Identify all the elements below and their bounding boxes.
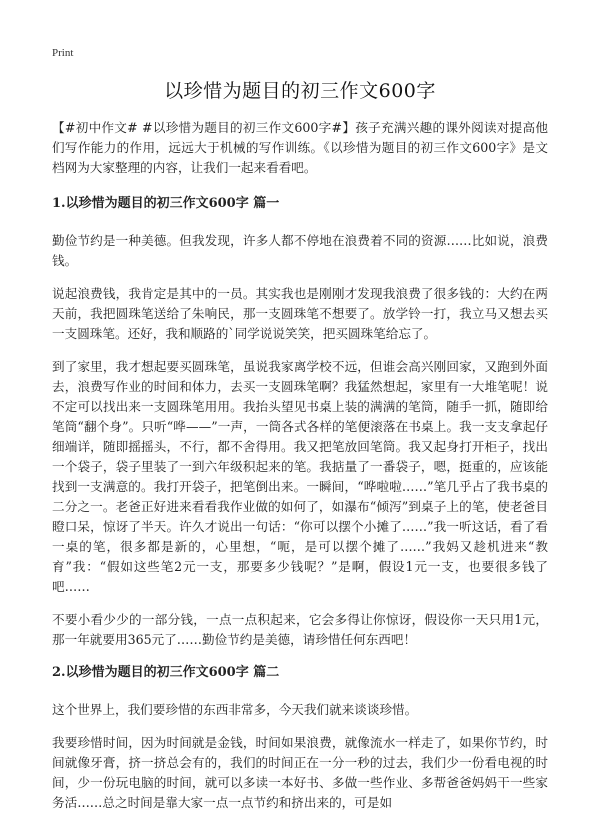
section1-paragraph-3: 到了家里，我才想起要买圆珠笔，虽说我家离学校不远，但谁会高兴刚回家，又跑到外面去，浪费写作业的时间和体力，去买一支圆珠笔啊？我猛然想起，家里有一大堆笔呢！说不定可以找出来一支圆珠笔用用。我抬头望见书桌上装的满满的笔筒，随手一抓，随即给笔筒“翻个身”。只听“哗——”一声，一筒各式各样的笔便滚落在书桌上。我一支支拿起仔细端详，随即摇摇头，不行，都不舍得用。我又把笔放回笔筒。我又起身打开柜子，找出一个袋子，袋子里装了一到六年级积起来的笔。我掂量了一番袋子，嗯，挺重的，应该能找到一支满意的。我打开袋子，把笔倒出来。一瞬间，“哗啦啦……”笔几乎占了我书桌的二分之一。老爸正好进来看看我作业做的如何了，如瀑布“倾泻”到桌子上的笔，使老爸目瞪口呆，惊讶了半天。许久才说出一句话：“你可以摆个小摊了……”我一听这话，看了看一桌的笔，很多都是新的，心里想，“呃，是可以摆个摊了……”我妈又趁机进来“教育”我：“假如这些笔2元一支，那要多少钱呢？”是啊，假设1元一支，也要很多钱了吧…… bbox=[52, 359, 548, 594]
page-title: 以珍惜为题目的初三作文600字 bbox=[164, 80, 436, 102]
article-content bbox=[52, 118, 548, 826]
section-heading-2: 2.以珍惜为题目的初三作文600字 篇二 bbox=[52, 665, 280, 680]
print-label: Print bbox=[52, 47, 74, 59]
intro-paragraph: 【#初中作文# #以珍惜为题目的初三作文600字#】孩子充满兴趣的课外阅读对提高他们写作能力的作用，远远大于机械的写作训练。《以珍惜为题目的初三作文600字》是文档网为大家整理的内容，让我们一起来看看吧。 bbox=[52, 120, 548, 175]
section2-paragraph-1: 这个世界上，我们要珍惜的东西非常多，今天我们就来谈谈珍惜。 bbox=[52, 702, 418, 717]
section-heading-1: 1.以珍惜为题目的初三作文600字 篇一 bbox=[52, 196, 280, 211]
section1-paragraph-2: 说起浪费钱，我肯定是其中的一员。其实我也是刚刚才发现我浪费了很多钱的：大约在两天前，我把圆珠笔送给了朱响民，那一支圆珠笔不想要了。放学铃一打，我立马又想去买一支圆珠笔。还好，我和顺路的`同学说说笑笑，把买圆珠笔给忘了。 bbox=[52, 286, 548, 341]
section1-paragraph-4: 不要小看少少的一部分钱，一点一点积起来，它会多得让你惊讶，假设你一天只用1元，那一年就要用365元了……勤俭节约是美德，请珍惜任何东西吧！ bbox=[52, 612, 548, 647]
section2-paragraph-2: 我要珍惜时间，因为时间就是金钱，时间如果浪费，就像流水一样走了，如果你节约，时间就像牙膏，挤一挤总会有的，我们的时间正在一分一秒的过去，我们少一份看电视的时间，少一份玩电脑的时间，就可以多读一本好书、多做一些作业、多帮爸爸妈妈干一些家务活……总之时间是靠大家一点一点节约和挤出来的，可是如 bbox=[52, 735, 548, 810]
section1-paragraph-1: 勤俭节约是一种美德。但我发现，许多人都不停地在浪费着不同的资源……比如说，浪费钱。 bbox=[52, 233, 548, 268]
